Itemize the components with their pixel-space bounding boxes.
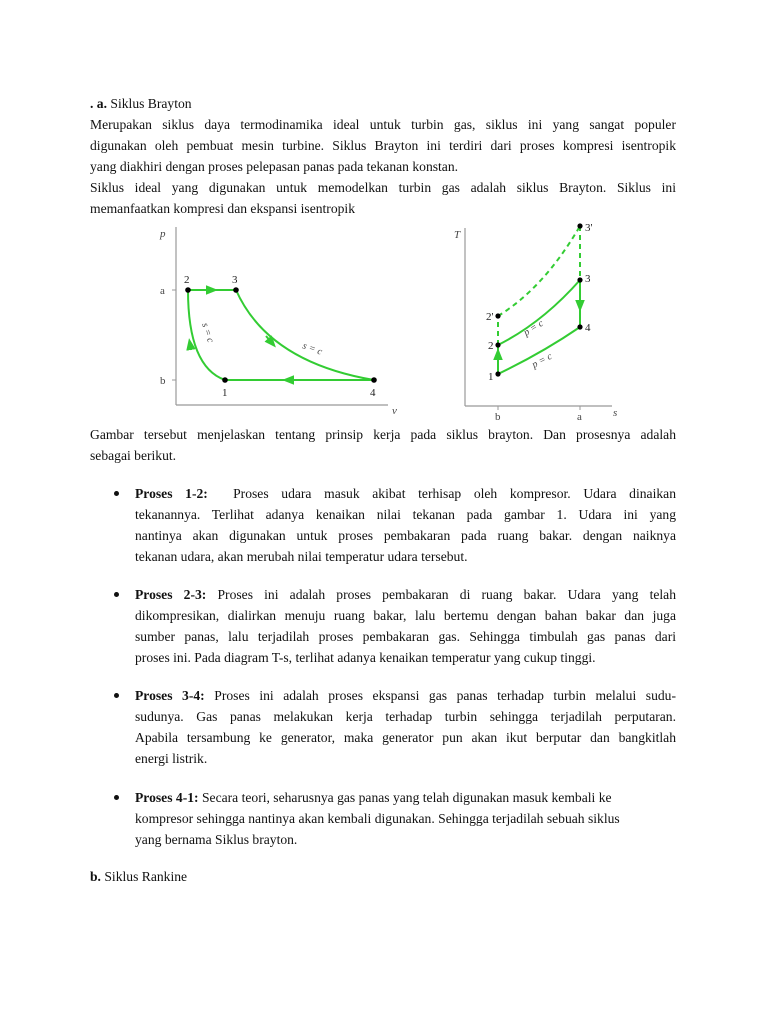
- description-line: Gambar tersebut menjelaskan tentang prinsip kerja pada siklus brayton. Dan prosesnya adalah: [90, 427, 676, 442]
- pv-tick-a: a: [160, 285, 165, 297]
- pv-label-3: 3: [232, 274, 238, 286]
- section-a-title: Siklus Brayton: [110, 96, 192, 111]
- ts-tick-a: a: [577, 411, 582, 423]
- process-label: Proses 3-4:: [135, 688, 205, 703]
- ts-y-axis-label: T: [454, 229, 461, 241]
- process-label: Proses 4-1:: [135, 790, 199, 805]
- process-label: Proses 1-2:: [135, 486, 208, 501]
- ts-point-1: [495, 371, 500, 376]
- ts-label-p-c-1: p = c: [521, 317, 546, 339]
- process-2-3-text: Proses 2-3: Proses ini adalah proses pembakaran di ruang bakar. Udara yang telah dikompresikan, dialirkan menuju ruang bakar, lalu bertemu dengan bahan bakar dan juga sumber panas, lalu terjadilah proses pembakaran gas. Sehingga timbulah gas panas dari proses ini. Pada diagram T-s, terlihat adanya kenaikan temperatur yang cukup tinggi.: [135, 587, 676, 665]
- intro-line: digunakan oleh pembuat mesin turbine. Siklus Brayton ini terdiri dari proses kompresi isentropik: [90, 138, 676, 153]
- process-4-1-text: Proses 4-1: Secara teori, seharusnya gas panas yang telah digunakan masuk kembali ke kompresor sehingga nantinya akan kembali digunakan. Sehingga terjadilah sebuah siklus yang bernama Siklus brayton.: [135, 790, 620, 847]
- ts-tick-b: b: [495, 411, 501, 423]
- ts-point-2: [495, 342, 500, 347]
- section-a-prefix: . a.: [90, 96, 107, 111]
- ts-label-4: 4: [585, 322, 591, 334]
- description-paragraph: [90, 424, 676, 466]
- pv-diagram: [148, 222, 398, 422]
- process-label: Proses 2-3:: [135, 587, 207, 602]
- pv-label-s-c-1: s = c: [199, 321, 216, 345]
- ts-label-p-c-2: p = c: [530, 350, 555, 371]
- section-b-prefix: b.: [90, 869, 101, 884]
- ts-diagram: [452, 218, 622, 424]
- bullet-icon: [114, 491, 119, 496]
- intro-line: Siklus ideal yang digunakan untuk memodelkan turbin gas adalah siklus Brayton. Siklus ini: [90, 180, 676, 195]
- pv-label-4: 4: [370, 387, 376, 399]
- ts-label-3prime: 3': [585, 222, 593, 234]
- ts-point-4: [577, 324, 582, 329]
- intro-line: yang diakhiri dengan proses pelepasan panas pada tekanan konstan.: [90, 159, 459, 174]
- section-b-title: Siklus Rankine: [104, 869, 188, 884]
- pv-x-axis-label: v: [392, 405, 397, 417]
- section-a-heading: [90, 93, 192, 114]
- intro-line: Merupakan siklus daya termodinamika ideal untuk turbin gas, siklus ini yang sangat populer: [90, 117, 676, 132]
- bullet-icon: [114, 795, 119, 800]
- pv-point-2: [185, 287, 191, 293]
- ts-point-2prime: [495, 313, 500, 318]
- pv-y-axis-label: p: [160, 228, 166, 240]
- pv-point-3: [233, 287, 239, 293]
- pv-label-1: 1: [222, 387, 228, 399]
- intro-line: memanfaatkan kompresi dan ekspansi isentropik: [90, 201, 356, 216]
- pv-point-4: [371, 377, 377, 383]
- process-3-4-text: Proses 3-4: Proses ini adalah proses ekspansi gas panas terhadap turbin melalui sudu- sudunya. Gas panas melakukan kerja terhadap turbin sehingga terjadilah perputaran. Apabila tersambung ke generator, maka generator pun akan ikut berputar dan bangkitlah energi listrik.: [135, 688, 676, 766]
- ts-x-axis-label: s: [613, 407, 618, 419]
- ts-process-2prime-3prime: [498, 226, 580, 316]
- bullet-icon: [114, 592, 119, 597]
- ts-label-3: 3: [585, 273, 591, 285]
- pv-process-3-4: [236, 290, 374, 380]
- process-1-2-text: Proses 1-2: Proses udara masuk akibat terhisap oleh kompresor. Udara dinaikan tekanannya. Terlihat adanya kenaikan nilai tekanan pada gambar 1. Udara ini yang nantinya akan digunakan untuk proses pembakaran pada ruang bakar. dengan naiknya tekanan udara, akan merubah nilai temperatur udara tersebut.: [135, 486, 676, 564]
- section-a-intro: [90, 114, 676, 219]
- pv-label-2: 2: [184, 274, 190, 286]
- bullet-icon: [114, 693, 119, 698]
- description-line: sebagai berikut.: [90, 448, 177, 463]
- ts-label-2prime: 2': [486, 311, 494, 323]
- ts-point-3prime: [577, 223, 582, 228]
- pv-label-s-c-2: s = c: [300, 340, 324, 358]
- pv-point-1: [222, 377, 228, 383]
- ts-label-2: 2: [488, 340, 494, 352]
- ts-label-1: 1: [488, 371, 494, 383]
- pv-tick-b: b: [160, 375, 166, 387]
- ts-point-3: [577, 277, 582, 282]
- section-b-heading: [90, 866, 187, 887]
